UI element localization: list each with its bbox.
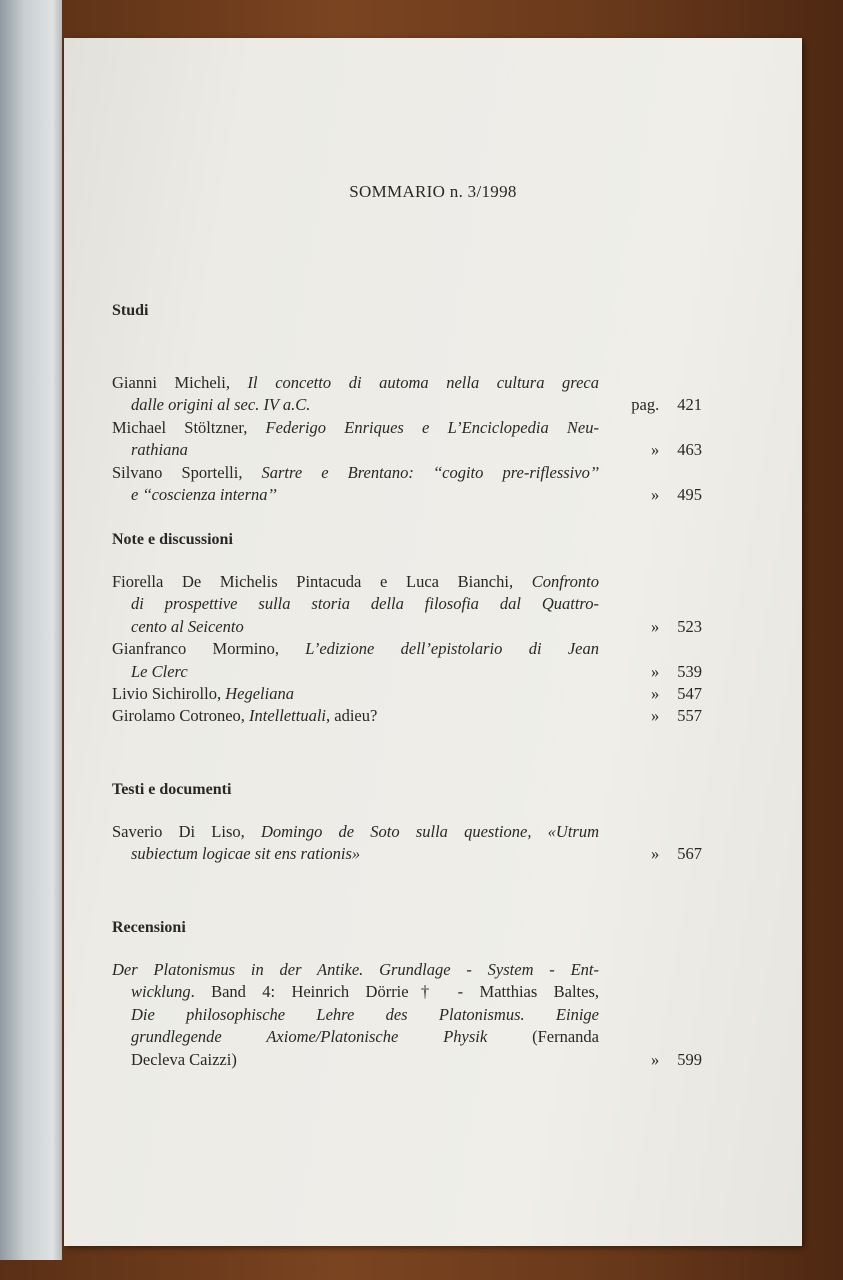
page-number: 557 xyxy=(677,706,702,726)
entry-text: . Band 4: Heinrich Dörrie† - Matthias Baltes, xyxy=(190,982,599,1002)
page-prefix: » xyxy=(651,484,660,504)
work-title: L’edizione dell’epistolario di Jean xyxy=(305,639,599,659)
entry-line xyxy=(112,1049,599,1071)
toc-entry xyxy=(112,705,702,727)
work-title: cento al Seicento xyxy=(131,616,244,636)
work-title: Der Platonismus in der Antike. Grundlage - System - Ent- xyxy=(112,960,599,979)
toc-entry xyxy=(112,821,702,866)
toc-section xyxy=(112,529,702,728)
toc-entry xyxy=(112,959,702,1071)
entry-text: Michael Stöltzner, xyxy=(112,417,266,437)
page-number: 523 xyxy=(677,616,702,636)
entry-text: Decleva Caizzi) xyxy=(131,1049,237,1069)
entry-line xyxy=(112,661,599,683)
entry-line xyxy=(112,593,599,615)
page-number: 599 xyxy=(677,1049,702,1069)
section-heading: Note e discussioni xyxy=(112,531,233,548)
entry-line xyxy=(112,394,599,416)
page-reference xyxy=(651,683,702,705)
work-title: wicklung xyxy=(131,982,191,1002)
entry-text: (Fernanda xyxy=(487,1027,599,1047)
entry-text: Silvano Sportelli, xyxy=(112,462,262,482)
page-reference xyxy=(651,484,702,506)
toc-entry xyxy=(112,462,702,507)
page-reference xyxy=(651,843,702,865)
entry-line xyxy=(112,417,599,439)
section-heading: Testi e documenti xyxy=(112,781,232,798)
entry-text: Gianfranco Mormino, xyxy=(112,639,306,659)
page-title: SOMMARIO n. 3/1998 xyxy=(349,182,517,201)
entry-line xyxy=(112,959,599,981)
work-title: di prospettive sulla storia della filosofia dal Quattro- xyxy=(131,594,599,614)
entry-line xyxy=(112,981,599,1003)
entry-text: Livio Sichirollo, xyxy=(112,683,226,703)
entry-line xyxy=(112,821,599,843)
entry-text: Fiorella De Michelis Pintacuda e Luca Bianchi, xyxy=(112,572,532,591)
page-number: 547 xyxy=(677,683,702,703)
work-title: dalle origini al sec. IV a.C. xyxy=(131,395,311,415)
entry-line xyxy=(112,1004,599,1026)
page-number: 421 xyxy=(677,395,702,415)
toc-entry xyxy=(112,683,702,705)
toc-section xyxy=(112,917,702,1071)
page-prefix: » xyxy=(651,706,660,726)
work-title: Sartre e Brentano: ‘‘cogito pre-riflessivo’’ xyxy=(261,462,599,482)
page-reference xyxy=(651,705,702,727)
entry-line xyxy=(112,462,599,484)
page-reference xyxy=(651,661,702,683)
toc-entry xyxy=(112,417,702,462)
page-number: 463 xyxy=(677,440,702,460)
work-title: Confronto xyxy=(531,572,599,591)
page-prefix: » xyxy=(651,616,660,636)
entry-line xyxy=(112,1026,599,1048)
page-prefix: » xyxy=(651,661,660,681)
entry-line xyxy=(112,484,599,506)
page-number: 567 xyxy=(677,844,702,864)
work-title: grundlegende Axiome/Platonische Physik xyxy=(131,1027,488,1047)
work-title: rathiana xyxy=(131,440,188,460)
work-title: Domingo de Soto sulla questione, «Utrum xyxy=(260,822,599,841)
page-reference xyxy=(651,439,702,461)
work-title: Hegeliana xyxy=(225,683,294,703)
document-page xyxy=(64,38,802,1246)
page-prefix: » xyxy=(651,440,660,460)
entry-line xyxy=(112,372,599,394)
entry-line xyxy=(112,683,599,705)
page-number: 539 xyxy=(677,661,702,681)
toc-entry xyxy=(112,638,702,683)
work-title: Le Clerc xyxy=(131,661,188,681)
entry-line xyxy=(112,638,599,660)
work-title: Die philosophische Lehre des Platonismus. Einige xyxy=(131,1004,599,1024)
toc-entry xyxy=(112,372,702,417)
page-prefix: » xyxy=(651,683,660,703)
work-title: Federigo Enriques e L’Enciclopedia Neu- xyxy=(265,417,599,437)
page-prefix: » xyxy=(651,1049,660,1069)
page-reference xyxy=(631,394,702,416)
entry-text: Saverio Di Liso, xyxy=(112,822,261,841)
section-heading: Studi xyxy=(112,302,149,319)
entry-line xyxy=(112,439,599,461)
facing-page-edge xyxy=(0,0,62,1260)
work-title: e ‘‘coscienza interna’’ xyxy=(131,484,277,504)
toc-section xyxy=(112,300,702,506)
entry-line xyxy=(112,571,599,593)
entry-line xyxy=(112,705,599,727)
work-title: Intellettuali xyxy=(249,706,327,726)
toc-section xyxy=(112,779,702,866)
entry-text: Gianni Micheli, xyxy=(112,373,248,392)
entry-text: Girolamo Cotroneo, xyxy=(112,706,250,726)
page-prefix: pag. xyxy=(631,395,660,415)
section-heading: Recensioni xyxy=(112,919,186,936)
page-prefix: » xyxy=(651,844,660,864)
toc-entry xyxy=(112,571,702,638)
page-reference xyxy=(651,616,702,638)
page-number: 495 xyxy=(677,484,702,504)
entry-line xyxy=(112,843,599,865)
page-reference xyxy=(651,1049,702,1071)
entry-text: , adieu? xyxy=(326,706,378,726)
entry-line xyxy=(112,616,599,638)
work-title: subiectum logicae sit ens rationis» xyxy=(131,844,361,864)
work-title: Il concetto di automa nella cultura greca xyxy=(247,373,599,392)
